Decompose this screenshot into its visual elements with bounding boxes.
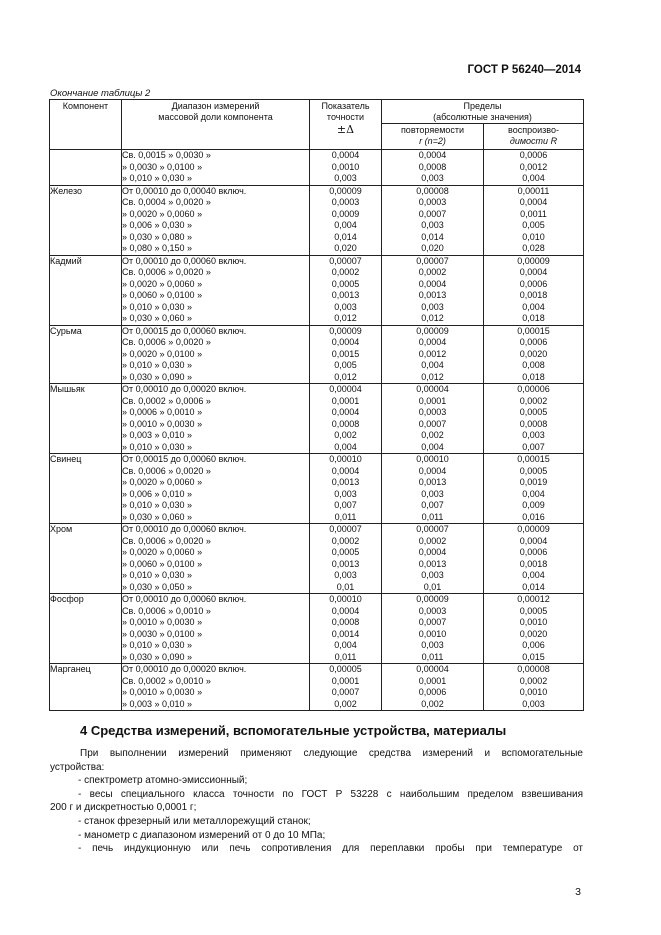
- range-cell-line: От 0,00015 до 0,00060 включ.: [122, 454, 247, 464]
- range-cell-line: Св. 0,0006 » 0,0020 »: [122, 535, 211, 546]
- repeatability-cell-line: 0,00009: [416, 594, 449, 604]
- reproducibility-cell-line: 0,018: [522, 371, 545, 382]
- reproducibility-cell-line: 0,003: [522, 698, 545, 709]
- range-cell-line: » 0,0030 » 0,0100 »: [122, 161, 203, 172]
- accuracy-cell-line: 0,0013: [331, 290, 360, 300]
- repeatability-cell-line: 0,00007: [416, 255, 449, 266]
- repeatability-cell: [382, 384, 484, 454]
- repeatability-cell-line: 0,00008: [416, 185, 449, 196]
- repeatability-cell-line: 0,003: [421, 488, 444, 499]
- range-cell-line: » 0,006 » 0,030 »: [122, 220, 193, 230]
- accuracy-cell-line: 0,012: [334, 313, 357, 323]
- repeatability-cell-line: 0,0003: [418, 605, 447, 616]
- component-cell: [50, 325, 122, 384]
- reproducibility-cell-line: 0,008: [522, 360, 545, 370]
- repeatability-cell-line: 0,012: [421, 371, 444, 382]
- repeatability-cell: [382, 664, 484, 711]
- table-row: [50, 325, 584, 384]
- reproducibility-cell-line: 0,0006: [519, 150, 548, 160]
- accuracy-cell-line: 0,0013: [331, 558, 360, 569]
- accuracy-cell-line: 0,0001: [331, 675, 360, 686]
- list-item-scales: - весы специального класса точности по ГОСТ Р 53228 с наибольшим пределом взвешивания: [78, 788, 583, 800]
- accuracy-cell-line: 0,002: [334, 430, 357, 440]
- header-range: Диапазон измерений массовой доли компонента: [122, 100, 310, 150]
- component-name: Фосфор: [50, 594, 84, 604]
- reproducibility-cell-line: 0,004: [522, 570, 545, 580]
- header-accuracy: Показатель точности ±Δ: [310, 100, 382, 150]
- range-cell-line: » 0,0010 » 0,0030 »: [122, 687, 203, 697]
- repeatability-cell-line: 0,002: [421, 430, 444, 440]
- repeatability-cell-line: 0,0002: [418, 267, 447, 277]
- reproducibility-cell-line: 0,0020: [519, 348, 548, 359]
- repeatability-cell-line: 0,0013: [418, 290, 447, 300]
- repeatability-cell-line: 0,003: [421, 301, 444, 312]
- accuracy-cell: [310, 524, 382, 594]
- range-cell-line: » 0,030 » 0,050 »: [122, 581, 193, 592]
- reproducibility-cell-line: 0,00011: [517, 185, 550, 196]
- reproducibility-cell-line: 0,0005: [519, 465, 548, 476]
- reproducibility-cell-line: 0,004: [522, 488, 545, 499]
- repeatability-cell-line: 0,020: [421, 243, 444, 253]
- range-cell: [122, 325, 310, 384]
- accuracy-cell-line: 0,00005: [329, 664, 362, 674]
- range-cell-line: » 0,030 » 0,090 »: [122, 371, 193, 382]
- range-cell-line: Св. 0,0006 » 0,0020 »: [122, 465, 211, 476]
- range-cell-line: От 0,00010 до 0,00060 включ.: [122, 524, 247, 534]
- repeatability-cell-line: 0,014: [421, 231, 444, 242]
- accuracy-cell-line: 0,003: [334, 301, 357, 312]
- accuracy-cell: [310, 664, 382, 711]
- accuracy-cell-line: 0,00007: [329, 524, 362, 534]
- reproducibility-cell: [484, 185, 584, 255]
- accuracy-cell-line: 0,00007: [329, 255, 362, 266]
- repeatability-cell-line: 0,011: [421, 511, 444, 522]
- repeatability-cell-line: 0,0013: [418, 477, 447, 487]
- range-cell-line: » 0,003 » 0,010 »: [122, 430, 193, 440]
- repeatability-cell-line: 0,003: [421, 173, 444, 183]
- reproducibility-cell-line: 0,005: [522, 220, 545, 230]
- range-cell-line: » 0,010 » 0,030 »: [122, 360, 193, 370]
- range-cell-line: » 0,030 » 0,080 »: [122, 231, 193, 242]
- table-caption: Окончание таблицы 2: [50, 88, 151, 99]
- accuracy-cell-line: 0,0002: [331, 267, 360, 277]
- repeatability-cell-line: 0,0004: [418, 337, 447, 347]
- reproducibility-cell: [484, 664, 584, 711]
- table-body: [50, 150, 584, 711]
- reproducibility-cell-line: 0,0002: [519, 395, 548, 406]
- repeatability-cell-line: 0,007: [421, 500, 444, 510]
- range-cell-line: » 0,0020 » 0,0060 »: [122, 547, 203, 557]
- range-cell-line: » 0,0010 » 0,0030 »: [122, 617, 203, 627]
- component-name: [50, 150, 121, 162]
- accuracy-cell-line: 0,0007: [331, 687, 360, 697]
- page-number: 3: [575, 886, 581, 898]
- range-cell-line: » 0,0030 » 0,0100 »: [122, 628, 203, 639]
- repeatability-cell: [382, 255, 484, 325]
- reproducibility-cell: [484, 384, 584, 454]
- range-cell-line: » 0,030 » 0,060 »: [122, 313, 193, 323]
- repeatability-cell-line: 0,0010: [418, 628, 447, 639]
- reproducibility-cell-line: 0,004: [522, 301, 545, 312]
- reproducibility-cell: [484, 325, 584, 384]
- repeatability-cell-line: 0,0007: [418, 617, 447, 627]
- range-cell: [122, 384, 310, 454]
- component-name: Марганец: [50, 664, 91, 674]
- reproducibility-cell-line: 0,006: [522, 640, 545, 650]
- repeatability-cell-line: 0,0007: [418, 208, 447, 219]
- range-cell-line: » 0,003 » 0,010 »: [122, 698, 193, 709]
- component-cell: [50, 255, 122, 325]
- range-cell-line: » 0,0020 » 0,0060 »: [122, 278, 203, 289]
- repeatability-cell-line: 0,01: [423, 581, 442, 592]
- range-cell-line: » 0,006 » 0,010 »: [122, 488, 193, 499]
- reproducibility-cell-line: 0,0010: [519, 687, 548, 697]
- range-cell-line: » 0,010 » 0,030 »: [122, 640, 193, 650]
- range-cell-line: » 0,010 » 0,030 »: [122, 570, 193, 580]
- reproducibility-cell: [484, 524, 584, 594]
- reproducibility-cell-line: 0,00015: [517, 325, 550, 336]
- accuracy-cell-line: 0,012: [334, 371, 357, 382]
- reproducibility-cell-line: 0,016: [522, 511, 545, 522]
- repeatability-cell-line: 0,0013: [418, 558, 447, 569]
- accuracy-cell-line: 0,007: [334, 500, 357, 510]
- accuracy-cell-line: 0,005: [334, 360, 357, 370]
- table-row: [50, 185, 584, 255]
- accuracy-cell-line: 0,00009: [329, 325, 362, 336]
- range-cell-line: » 0,0006 » 0,0010 »: [122, 407, 203, 417]
- range-cell-line: » 0,0010 » 0,0030 »: [122, 418, 203, 429]
- range-cell-line: От 0,00010 до 0,00020 включ.: [122, 664, 247, 674]
- repeatability-cell-line: 0,00004: [416, 384, 449, 394]
- reproducibility-cell-line: 0,0010: [519, 617, 548, 627]
- range-cell-line: » 0,0020 » 0,0100 »: [122, 348, 203, 359]
- accuracy-cell-line: 0,0015: [331, 348, 360, 359]
- range-cell-line: От 0,00015 до 0,00060 включ.: [122, 325, 247, 336]
- repeatability-cell-line: 0,0012: [418, 348, 447, 359]
- repeatability-cell-line: 0,012: [421, 313, 444, 323]
- reproducibility-cell-line: 0,018: [522, 313, 545, 323]
- accuracy-cell: [310, 150, 382, 186]
- reproducibility-cell-line: 0,0002: [519, 675, 548, 686]
- list-item-spectrometer: - спектрометр атомно-эмиссионный;: [78, 775, 248, 787]
- reproducibility-cell-line: 0,004: [522, 173, 545, 183]
- range-cell-line: От 0,00010 до 0,00060 включ.: [122, 255, 247, 266]
- table-row: [50, 384, 584, 454]
- accuracy-cell-line: 0,003: [334, 173, 357, 183]
- accuracy-cell-line: 0,0002: [331, 535, 360, 546]
- repeatability-cell-line: 0,003: [421, 220, 444, 230]
- repeatability-cell: [382, 325, 484, 384]
- accuracy-cell-line: 0,004: [334, 640, 357, 650]
- list-item-furnace: - печь индукционную или печь сопротивления для переплавки пробы при температуре от: [78, 843, 583, 855]
- header-limits: Пределы (абсолютные значения): [382, 100, 584, 124]
- range-cell-line: Св. 0,0002 » 0,0006 »: [122, 395, 211, 406]
- reproducibility-cell-line: 0,007: [522, 441, 545, 452]
- component-cell: [50, 150, 122, 186]
- reproducibility-cell-line: 0,0008: [519, 418, 548, 429]
- accuracy-cell: [310, 325, 382, 384]
- reproducibility-cell-line: 0,0006: [519, 547, 548, 557]
- table-row: [50, 524, 584, 594]
- repeatability-cell: [382, 594, 484, 664]
- reproducibility-cell-line: 0,00012: [517, 594, 550, 604]
- reproducibility-cell-line: 0,0018: [519, 558, 548, 569]
- component-cell: [50, 594, 122, 664]
- repeatability-cell-line: 0,00007: [416, 524, 449, 534]
- repeatability-cell-line: 0,0002: [418, 535, 447, 546]
- section-title: 4 Средства измерений, вспомогательные устройства, материалы: [80, 723, 507, 738]
- intro-line-1: При выполнении измерений применяют следующие средства измерений и вспомогательные: [80, 748, 583, 759]
- accuracy-cell-line: 0,003: [334, 488, 357, 499]
- reproducibility-cell-line: 0,0005: [519, 407, 548, 417]
- component-cell: [50, 664, 122, 711]
- reproducibility-cell-line: 0,0004: [519, 267, 548, 277]
- repeatability-cell-line: 0,0004: [418, 465, 447, 476]
- range-cell-line: » 0,080 » 0,150 »: [122, 243, 193, 253]
- repeatability-cell-line: 0,00010: [416, 454, 449, 464]
- range-cell-line: Св. 0,0004 » 0,0020 »: [122, 197, 211, 207]
- accuracy-cell-line: 0,002: [334, 698, 357, 709]
- accuracy-cell-line: 0,0008: [331, 418, 360, 429]
- accuracy-cell-line: 0,00010: [329, 454, 362, 464]
- reproducibility-cell-line: 0,0020: [519, 628, 548, 639]
- range-cell: [122, 150, 310, 186]
- component-name: Железо: [50, 185, 82, 196]
- reproducibility-cell-line: 0,0019: [519, 477, 548, 487]
- repeatability-cell-line: 0,0007: [418, 418, 447, 429]
- reproducibility-cell-line: 0,014: [522, 581, 545, 592]
- table-row: [50, 255, 584, 325]
- repeatability-cell-line: 0,0004: [418, 278, 447, 289]
- list-item-scales-cont: 200 г и дискретностью 0,0001 г;: [50, 802, 197, 814]
- header-component: Компонент: [50, 100, 122, 150]
- table-row: [50, 594, 584, 664]
- reproducibility-cell: [484, 454, 584, 524]
- table-row: [50, 150, 584, 186]
- accuracy-cell-line: 0,0001: [331, 395, 360, 406]
- component-name: Мышьяк: [50, 384, 85, 394]
- range-cell-line: От 0,00010 до 0,00060 включ.: [122, 594, 247, 604]
- standard-number: ГОСТ Р 56240—2014: [467, 64, 581, 76]
- intro-line-2: устройства:: [50, 761, 105, 773]
- accuracy-cell-line: 0,004: [334, 441, 357, 452]
- reproducibility-cell-line: 0,00009: [517, 255, 550, 266]
- reproducibility-cell-line: 0,0004: [519, 535, 548, 546]
- repeatability-cell-line: 0,0006: [418, 687, 447, 697]
- reproducibility-cell-line: 0,003: [522, 430, 545, 440]
- repeatability-cell-line: 0,003: [421, 570, 444, 580]
- reproducibility-cell-line: 0,028: [522, 243, 545, 253]
- accuracy-cell: [310, 594, 382, 664]
- component-name: Сурьма: [50, 325, 82, 336]
- repeatability-cell-line: 0,00009: [416, 325, 449, 336]
- repeatability-cell: [382, 185, 484, 255]
- range-cell: [122, 594, 310, 664]
- accuracy-cell-line: 0,0003: [331, 197, 360, 207]
- range-cell-line: » 0,030 » 0,090 »: [122, 651, 193, 662]
- range-cell-line: Св. 0,0002 » 0,0010 »: [122, 675, 211, 686]
- accuracy-cell-line: 0,0010: [331, 161, 360, 172]
- delta-symbol: ±Δ: [336, 123, 355, 136]
- accuracy-cell-line: 0,0004: [331, 337, 360, 347]
- repeatability-cell-line: 0,003: [421, 640, 444, 650]
- accuracy-cell-line: 0,0008: [331, 617, 360, 627]
- accuracy-cell-line: 0,01: [336, 581, 355, 592]
- range-cell-line: Св. 0,0015 » 0,0030 »: [122, 150, 211, 160]
- range-cell-line: » 0,0060 » 0,0100 »: [122, 290, 203, 300]
- range-cell-line: Св. 0,0006 » 0,0010 »: [122, 605, 211, 616]
- component-cell: [50, 454, 122, 524]
- header-repeatability: повторяемости r (n=2): [382, 124, 484, 150]
- reproducibility-cell: [484, 594, 584, 664]
- accuracy-cell-line: 0,004: [334, 220, 357, 230]
- repeatability-cell: [382, 524, 484, 594]
- reproducibility-cell-line: 0,00009: [517, 524, 550, 534]
- range-cell-line: От 0,00010 до 0,00040 включ.: [122, 185, 247, 196]
- range-cell: [122, 185, 310, 255]
- accuracy-cell-line: 0,0004: [331, 465, 360, 476]
- repeatability-cell-line: 0,00004: [416, 664, 449, 674]
- reproducibility-cell-line: 0,010: [522, 231, 545, 242]
- accuracy-cell-line: 0,00009: [329, 185, 362, 196]
- range-cell-line: Св. 0,0006 » 0,0020 »: [122, 337, 211, 347]
- accuracy-cell-line: 0,011: [334, 511, 357, 522]
- accuracy-cell-line: 0,0005: [331, 278, 360, 289]
- reproducibility-cell-line: 0,009: [522, 500, 545, 510]
- component-name: Кадмий: [50, 255, 82, 266]
- range-cell-line: » 0,0020 » 0,0060 »: [122, 208, 203, 219]
- range-cell: [122, 255, 310, 325]
- reproducibility-cell-line: 0,0018: [519, 290, 548, 300]
- range-cell-line: » 0,010 » 0,030 »: [122, 173, 193, 183]
- reproducibility-cell-line: 0,0004: [519, 197, 548, 207]
- data-table: [49, 99, 584, 711]
- list-item-milling: - станок фрезерный или металлорежущий станок;: [78, 815, 311, 827]
- repeatability-cell: [382, 454, 484, 524]
- component-name: Свинец: [50, 454, 82, 464]
- accuracy-cell: [310, 384, 382, 454]
- reproducibility-cell-line: 0,00006: [517, 384, 550, 394]
- repeatability-cell-line: 0,0001: [418, 675, 447, 686]
- repeatability-cell-line: 0,0003: [418, 197, 447, 207]
- reproducibility-cell-line: 0,00015: [517, 454, 550, 464]
- range-cell-line: » 0,010 » 0,030 »: [122, 500, 193, 510]
- repeatability-cell-line: 0,0004: [418, 150, 447, 160]
- list-item-manometer: - манометр с диапазоном измерений от 0 до 10 МПа;: [78, 829, 326, 841]
- header-row: [50, 100, 584, 124]
- reproducibility-cell-line: 0,0006: [519, 337, 548, 347]
- reproducibility-cell-line: 0,0012: [519, 161, 548, 172]
- component-cell: [50, 185, 122, 255]
- range-cell: [122, 524, 310, 594]
- repeatability-cell-line: 0,002: [421, 698, 444, 709]
- repeatability-cell-line: 0,0003: [418, 407, 447, 417]
- repeatability-cell-line: 0,004: [421, 360, 444, 370]
- accuracy-cell-line: 0,0005: [331, 547, 360, 557]
- accuracy-cell-line: 0,011: [334, 651, 357, 662]
- repeatability-cell-line: 0,0001: [418, 395, 447, 406]
- table-row: [50, 664, 584, 711]
- component-name: Хром: [50, 524, 73, 534]
- accuracy-cell-line: 0,0013: [331, 477, 360, 487]
- reproducibility-cell-line: 0,0006: [519, 278, 548, 289]
- reproducibility-cell-line: 0,00008: [517, 664, 550, 674]
- accuracy-cell: [310, 255, 382, 325]
- repeatability-cell-line: 0,004: [421, 441, 444, 452]
- range-cell: [122, 454, 310, 524]
- table-row: [50, 454, 584, 524]
- accuracy-cell-line: 0,003: [334, 570, 357, 580]
- range-cell-line: » 0,010 » 0,030 »: [122, 301, 193, 312]
- accuracy-cell-line: 0,020: [334, 243, 357, 253]
- range-cell: [122, 664, 310, 711]
- accuracy-cell-line: 0,00010: [329, 594, 362, 604]
- range-cell-line: От 0,00010 до 0,00020 включ.: [122, 384, 247, 394]
- range-cell-line: Св. 0,0006 » 0,0020 »: [122, 267, 211, 277]
- accuracy-cell-line: 0,0004: [331, 150, 360, 160]
- range-cell-line: » 0,030 » 0,060 »: [122, 511, 193, 522]
- section-body: [50, 747, 583, 856]
- reproducibility-cell-line: 0,015: [522, 651, 545, 662]
- accuracy-cell: [310, 185, 382, 255]
- reproducibility-cell-line: 0,0005: [519, 605, 548, 616]
- range-cell-line: » 0,0020 » 0,0060 »: [122, 477, 203, 487]
- component-cell: [50, 524, 122, 594]
- repeatability-cell: [382, 150, 484, 186]
- accuracy-cell-line: 0,0004: [331, 407, 360, 417]
- reproducibility-cell: [484, 255, 584, 325]
- accuracy-cell-line: 0,00004: [329, 384, 362, 394]
- accuracy-cell-line: 0,014: [334, 231, 357, 242]
- component-cell: [50, 384, 122, 454]
- accuracy-cell: [310, 454, 382, 524]
- accuracy-cell-line: 0,0004: [331, 605, 360, 616]
- accuracy-cell-line: 0,0014: [331, 628, 360, 639]
- reproducibility-cell: [484, 150, 584, 186]
- header-reproducibility: воспроизво- димости R: [484, 124, 584, 150]
- accuracy-cell-line: 0,0009: [331, 208, 360, 219]
- repeatability-cell-line: 0,011: [421, 651, 444, 662]
- range-cell-line: » 0,010 » 0,030 »: [122, 441, 193, 452]
- repeatability-cell-line: 0,0004: [418, 547, 447, 557]
- range-cell-line: » 0,0060 » 0,0100 »: [122, 558, 203, 569]
- repeatability-cell-line: 0,0008: [418, 161, 447, 172]
- reproducibility-cell-line: 0,0011: [520, 208, 547, 219]
